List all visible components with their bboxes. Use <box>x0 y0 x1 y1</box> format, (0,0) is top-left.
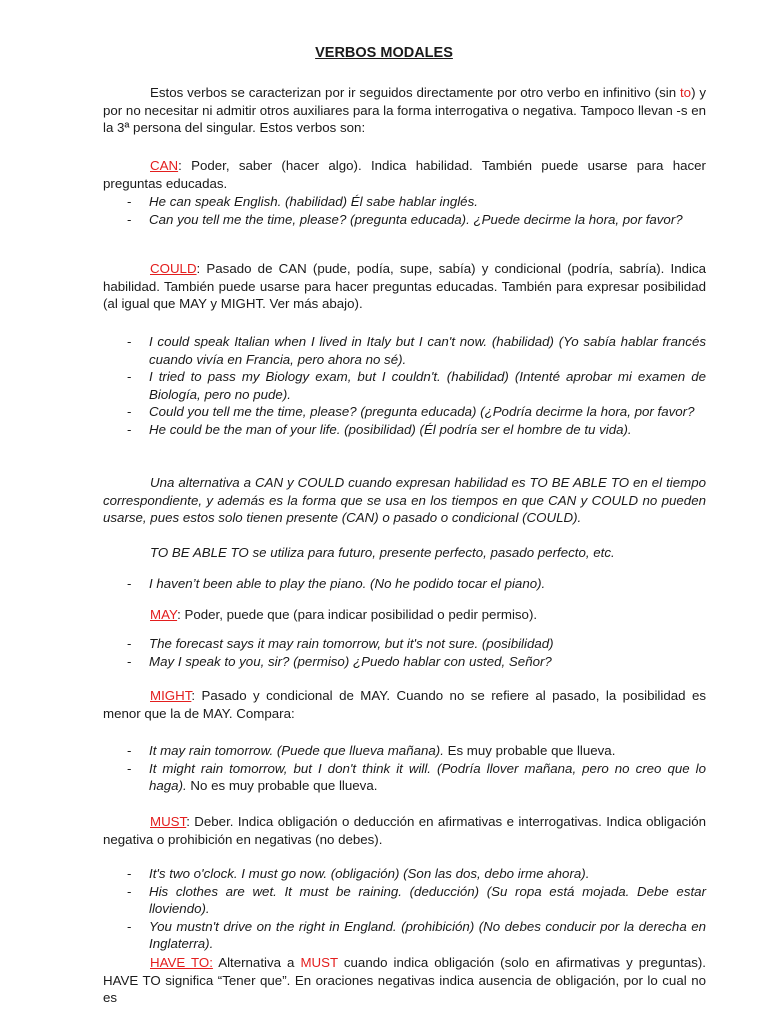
have-to-text: Alternativa a <box>212 955 301 970</box>
list-item: - The forecast says it may rain tomorrow, but it's not sure. (posibilidad) <box>127 636 554 651</box>
list-item: - I tried to pass my Biology exam, but I couldn't. (habilidad) (Intenté aprobar mi examen de Biología, pero no pude). <box>127 369 706 402</box>
intro-paragraph <box>103 84 706 137</box>
can-term: CAN <box>150 158 179 173</box>
list-item: - Can you tell me the time, please? (pregunta educada). ¿Puede decirme la hora, por favor? <box>127 211 683 227</box>
have-to-paragraph <box>103 954 706 1007</box>
have-to-text-cont: cuando indica obligación (solo en afirmativas y preguntas). HAVE TO significa “Tener que”. En oraciones negativas indica ausencia de obligación, por lo cual no es <box>103 955 706 1005</box>
may-paragraph <box>103 606 706 624</box>
can-description: : Poder, saber (hacer algo). Indica habilidad. También puede usarse para hacer preguntas educadas. <box>103 158 706 191</box>
may-examples <box>103 635 706 670</box>
list-item: - He could be the man of your life. (posibilidad) (Él podría ser el hombre de tu vida). <box>127 421 632 437</box>
list-item: - I haven’t been able to play the piano. (No he podido tocar el piano). <box>127 576 546 591</box>
may-term: MAY <box>150 607 178 622</box>
list-item: - His clothes are wet. It must be raining. (deducción) (Su ropa está mojada. Debe estar lloviendo). <box>127 883 706 916</box>
must-reference: MUST <box>300 955 338 970</box>
list-item: - You mustn't drive on the right in England. (prohibición) (No debes conducir por la derecha en Inglaterra). <box>127 918 706 951</box>
intro-text-cont: ) y por no necesitar ni admitir otros auxiliares para la forma interrogativa o negativa. Tampoco llevan -s en la 3ª persona del singular. Estos verbos son: <box>103 85 706 135</box>
could-paragraph <box>103 260 706 313</box>
able-paragraph: Una alternativa a CAN y COULD cuando expresan habilidad es TO BE ABLE TO en el tiempo correspondiente, y además es la forma que se usa en los tiempos en que CAN y COULD no pueden usarse, pues estos solo tienen presente (CAN) o pasado o condicional (COULD). <box>103 475 706 525</box>
could-examples <box>103 333 706 438</box>
must-paragraph <box>103 813 706 848</box>
might-paragraph <box>103 687 706 722</box>
list-item: - It's two o'clock. I must go now. (obligación) (Son las dos, debo irme ahora). <box>127 866 590 881</box>
able-examples <box>103 575 706 593</box>
to-highlight: to <box>679 85 692 100</box>
able-usage: TO BE ABLE TO se utiliza para futuro, presente perfecto, pasado perfecto, etc. <box>150 545 615 560</box>
list-item: - I could speak Italian when I lived in Italy but I can't now. (habilidad) (Yo sabía hablar francés cuando vivía en Francia, pero ahora no sé). <box>127 334 706 367</box>
may-description: : Poder, puede que (para indicar posibilidad o pedir permiso). <box>177 607 538 622</box>
have-to-term: HAVE TO: <box>150 955 213 970</box>
must-examples <box>103 865 706 953</box>
must-description: : Deber. Indica obligación o deducción en afirmativas e interrogativas. Indica obligación negativa o prohibición en negativas (no debes). <box>103 814 706 847</box>
list-item: - It might rain tomorrow, but I don't think it will. (Podría llover mañana, pero no creo que lo haga). No es muy probable que llueva. <box>127 760 706 793</box>
intro-text: Estos verbos se caracterizan por ir seguidos directamente por otro verbo en infinitivo (sin <box>150 85 680 100</box>
list-item: - May I speak to you, sir? (permiso) ¿Puedo hablar con usted, Señor? <box>127 653 552 669</box>
list-item: - He can speak English. (habilidad) Él sabe hablar inglés. <box>127 194 478 209</box>
might-examples <box>103 742 706 795</box>
can-paragraph <box>103 157 706 192</box>
could-term: COULD <box>150 261 197 276</box>
can-examples <box>103 193 706 228</box>
might-description: : Pasado y condicional de MAY. Cuando no se refiere al pasado, la posibilidad es menor que la de MAY. Compara: <box>103 688 706 721</box>
page-title: VERBOS MODALES <box>315 45 453 61</box>
could-description: : Pasado de CAN (pude, podía, supe, sabía) y condicional (podría, sabría). Indica habilidad. También puede usarse para hacer preguntas educadas. También para expresar posibilidad (al igual que MAY y MIGHT. Ver más abajo). <box>103 261 706 311</box>
might-term: MIGHT <box>150 688 192 703</box>
list-item: - Could you tell me the time, please? (pregunta educada) (¿Podría decirme la hora, por favor? <box>127 404 695 419</box>
must-term: MUST <box>150 814 187 829</box>
list-item: - It may rain tomorrow. (Puede que llueva mañana). Es muy probable que llueva. <box>127 743 616 758</box>
